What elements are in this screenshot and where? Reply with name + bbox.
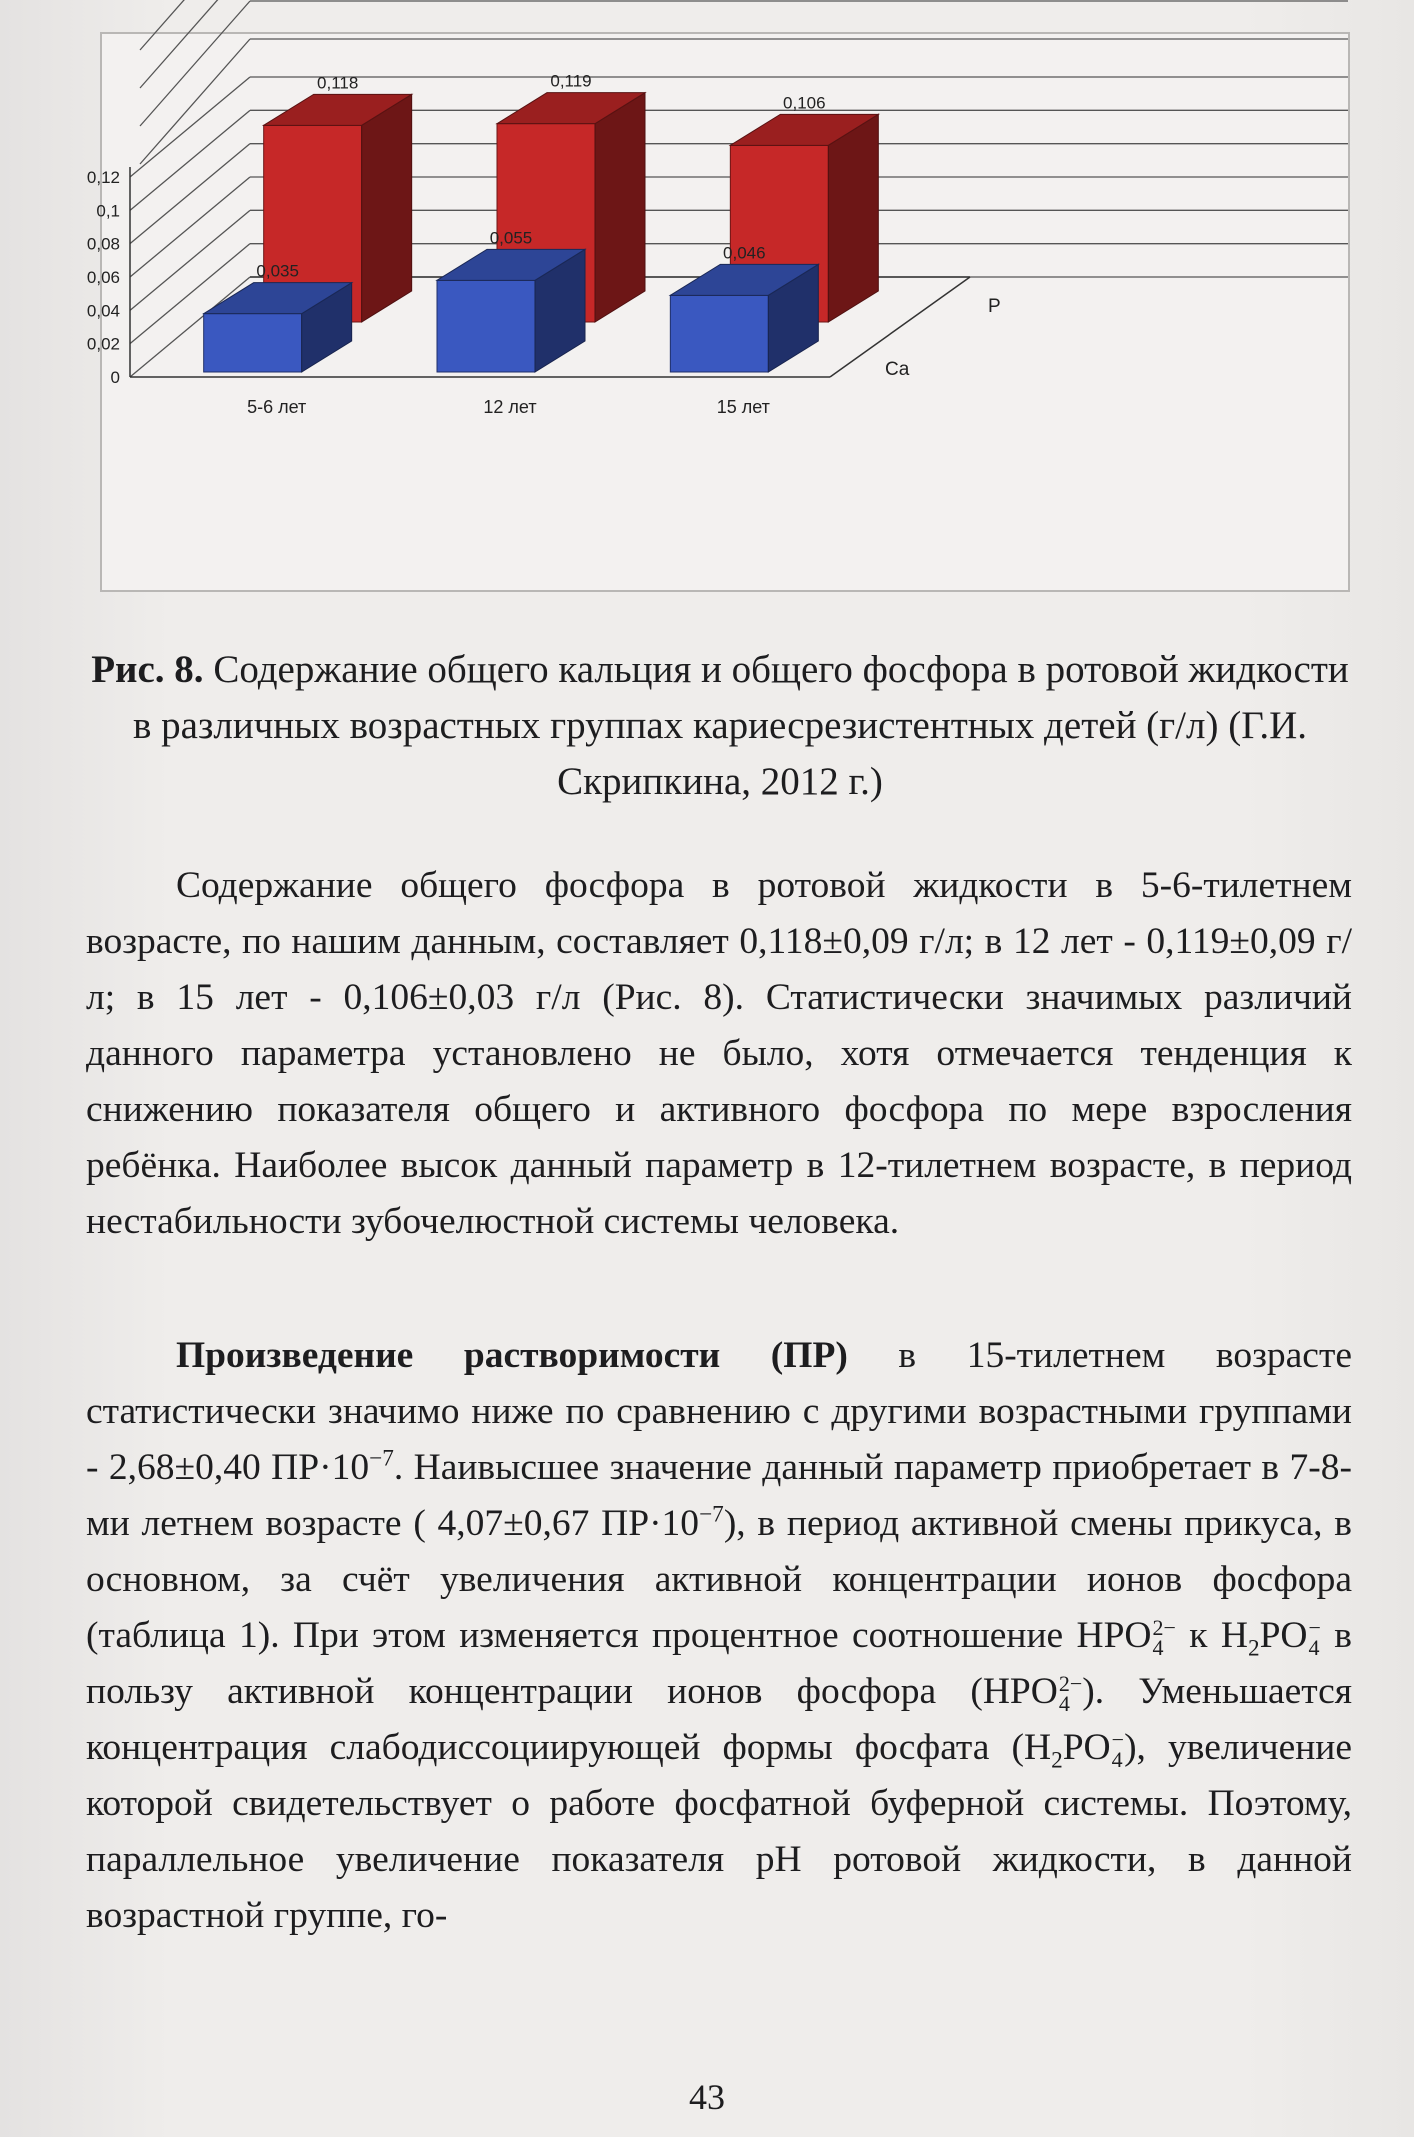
p2-text-7: ), увеличение которой свидетельствует о работе фосфатной буферной системы. Поэтому, параллельное увеличение показателя рН ротовой жидкости, в данной возрастной группе, го- <box>86 1727 1352 1936</box>
bar-P-side <box>362 94 412 322</box>
data-label-Ca: 0,055 <box>489 228 533 248</box>
x-tick-label: 5-6 лет <box>247 397 307 417</box>
p2-text-5: в пользу активной концентрации ионов фосфора ( <box>86 1615 1352 1712</box>
data-label-P: 0,119 <box>550 71 592 91</box>
side-gridline <box>130 110 250 210</box>
paragraph-1-text: Содержание общего фосфора в ротовой жидкости в 5-6-тилетнем возрасте, по нашим данным, составляет 0,118±0,09 г/л; в 12 лет - 0,119±0,09 г/л; в 15 лет - 0,106±0,03 г/л (Рис. 8). Статистически значимых различий данного параметра установлено не было, хотя отмечается тенденция к снижению показателя общего и активного фосфора по мере взросления ребёнка. Наиболее высок данный параметр в 12-тилетнем возрасте, в период нестабильности зубочелюстной системы человека. <box>86 865 1352 1242</box>
page-number: 43 <box>689 2077 725 2117</box>
data-label-P: 0,118 <box>317 73 359 93</box>
bar-Ca-front <box>670 295 768 372</box>
caption-lead: Рис. 8. <box>91 648 204 691</box>
side-gridline <box>130 144 250 244</box>
side-gridline-extra <box>140 39 250 164</box>
data-label-Ca: 0,035 <box>256 261 299 281</box>
ion-hpo4-2: HPO 2− 4 <box>982 1671 1083 1717</box>
series-label-Ca: Ca <box>885 359 910 380</box>
bar-chart-3d <box>86 32 1350 592</box>
x-tick-label: 12 лет <box>483 397 537 417</box>
series-label-P: P <box>988 296 1001 317</box>
p2-text-3: ), в период активной смены прикуса, в основном, за счёт увеличения активной концентрации ионов фосфора (таблица 1). При этом изменяется процентное соотношение <box>86 1503 1352 1656</box>
y-tick-label: 0,12 <box>86 168 120 187</box>
y-tick-label: 0,04 <box>86 301 120 321</box>
y-tick-label: 0,08 <box>86 234 120 254</box>
figure-caption <box>90 642 1350 810</box>
data-label-Ca: 0,046 <box>723 243 766 263</box>
bar-P-side <box>828 114 878 322</box>
paragraph-phosphorus <box>86 858 1352 1250</box>
data-label-P: 0,106 <box>783 93 826 113</box>
y-tick-label: 0,06 <box>86 268 120 287</box>
y-tick-label: 0,02 <box>86 334 120 354</box>
solubility-term: Произведение растворимости (ПР) <box>176 1335 848 1376</box>
side-gridline <box>130 177 250 277</box>
ion-hpo4: HPO 2− 4 <box>1076 1615 1176 1661</box>
side-gridline <box>130 77 250 177</box>
bar-Ca-front <box>437 280 535 372</box>
ion-h2po4: $H_2PO$ − 4 <box>1220 1615 1321 1662</box>
exponent-2: −7 <box>699 1501 724 1528</box>
caption-text: Содержание общего кальция и общего фосфора в ротовой жидкости в различных возрастных группах кариесрезистентных детей (г/л) (Г.И. Скрипкина, 2012 г.) <box>132 648 1349 803</box>
x-tick-label: 15 лет <box>716 397 770 417</box>
p2-text-6: ). Уменьшается концентрация слабодиссоциирующей формы фосфата ( <box>86 1671 1352 1768</box>
ion-h2po4-2: $H_2PO$ − 4 <box>1023 1727 1125 1774</box>
side-gridline <box>130 210 250 310</box>
paragraph-solubility <box>86 1328 1352 1944</box>
y-tick-label: 0,1 <box>96 201 120 221</box>
p2-text-2: . Наивысшее значение данный параметр приобретает в 7-8-ми летнем возрасте ( 4,07±0,67 ПР·10 <box>86 1447 1352 1544</box>
bar-P-side <box>595 93 645 322</box>
exponent-1: −7 <box>369 1445 394 1472</box>
y-tick-label: 0 <box>110 368 120 387</box>
p2-text-1: в 15-тилетнем возрасте статистически значимо ниже по сравнению с другими возрастными группами - 2,68±0,40 ПР·10 <box>86 1335 1352 1488</box>
p2-text-4: к <box>1175 1615 1221 1656</box>
bar-Ca-front <box>204 314 302 372</box>
